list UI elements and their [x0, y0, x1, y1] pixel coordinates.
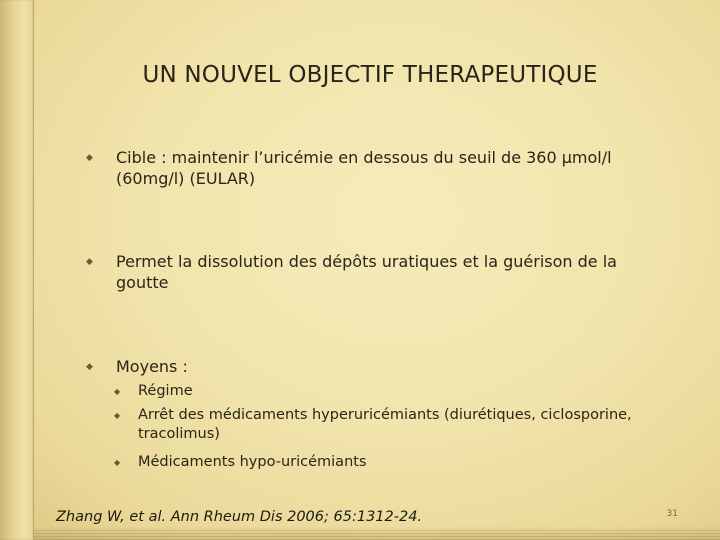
- diamond-bullet-icon: ◆: [114, 411, 121, 420]
- sub-bullet-regime: [114, 382, 660, 401]
- bullet-item-permet: [86, 251, 656, 293]
- sub-bullet-text: Arrêt des médicaments hyperuricémiants (diurétiques, ciclosporine, tracolimus): [138, 407, 632, 442]
- sub-bullet-arret: [114, 406, 660, 444]
- bullet-item-cible: [86, 147, 656, 189]
- slide-title: UN NOUVEL OBJECTIF THERAPEUTIQUE: [142, 62, 598, 88]
- sub-bullet-text: Médicaments hypo-uricémiants: [138, 454, 367, 470]
- sub-bullet-text: Régime: [138, 383, 193, 399]
- diamond-bullet-icon: ◆: [114, 387, 121, 396]
- bullet-item-moyens: [86, 356, 656, 377]
- bullet-text: Moyens :: [116, 357, 188, 376]
- bullet-text: Cible : maintenir l’uricémie en dessous du seuil de 360 µmol/l (60mg/l) (EULAR): [116, 148, 612, 188]
- sub-bullet-medicaments: [114, 453, 660, 472]
- bullet-text: Permet la dissolution des dépôts uratiques et la guérison de la goutte: [116, 252, 617, 292]
- diamond-bullet-icon: ◆: [86, 362, 93, 372]
- diamond-bullet-icon: ◆: [114, 458, 121, 467]
- reference-citation: Zhang W, et al. Ann Rheum Dis 2006; 65:1312-24.: [56, 509, 423, 525]
- page-number: 31: [666, 509, 678, 519]
- diamond-bullet-icon: ◆: [86, 153, 93, 163]
- book-spine: [0, 0, 34, 540]
- spine-divider: [33, 0, 34, 540]
- page-edge-lines: [34, 530, 720, 540]
- diamond-bullet-icon: ◆: [86, 257, 93, 267]
